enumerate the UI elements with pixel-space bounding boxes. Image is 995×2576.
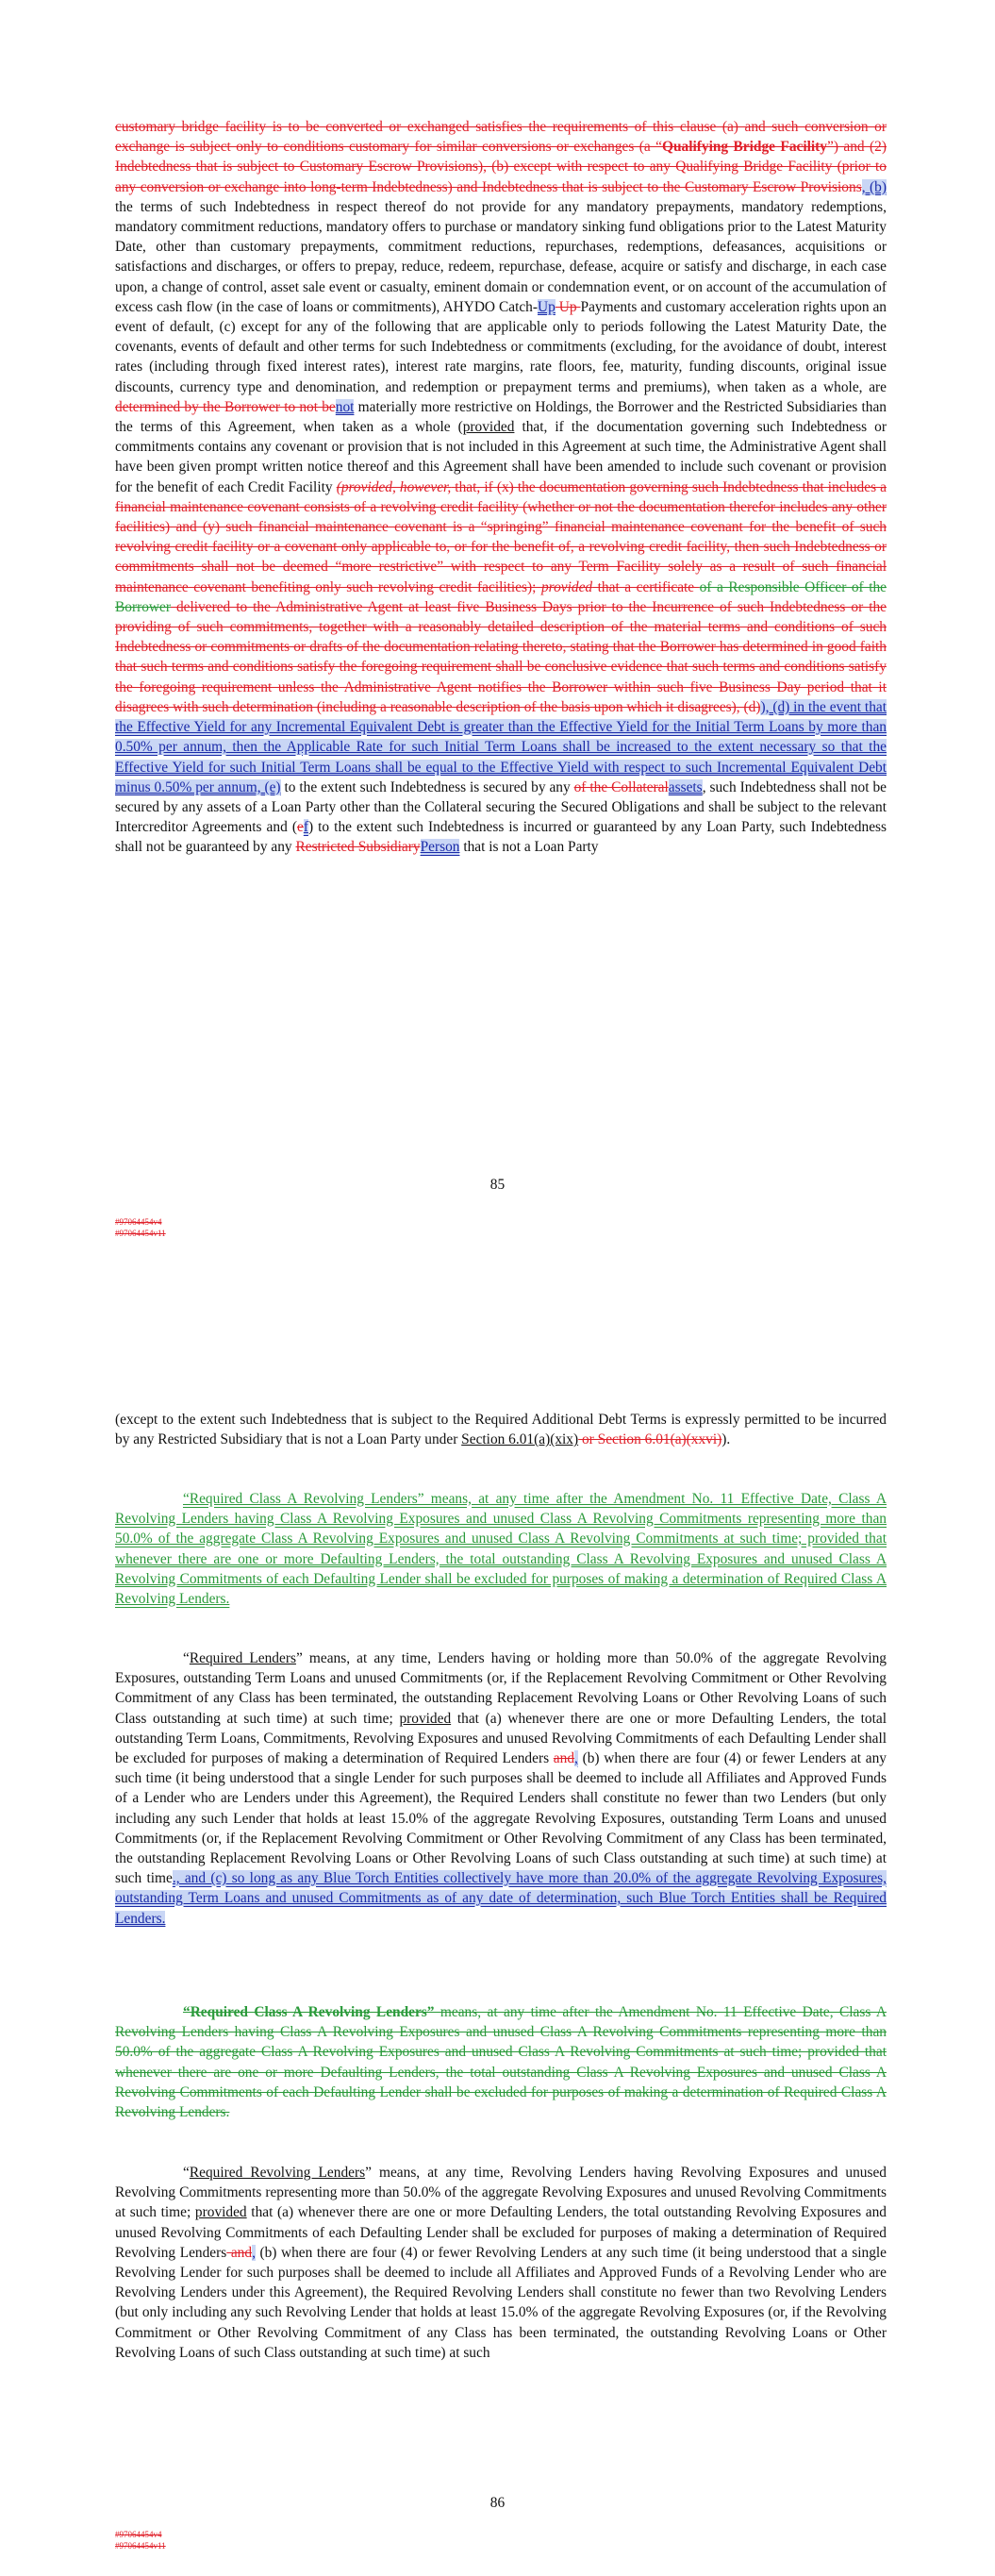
moved-deletion: means, at any time after the Amendment No. 11 Effective Date, Class A Revolving Lenders having Class A Revolving Exposures and unused Class A Revolving Commitments representing more than 50.0% of the aggregate Class A Revolving Exposures and unused Class A Revolving Commitments at such time; provided that whenever there are one or more Defaulting Lenders, the total outstanding Class A Revolving Exposures and unused Class A Revolving Commitments of each Defaulting Lender shall be excluded for purposes of making a determination of Required Class A Revolving Lenders.	[115, 2004, 887, 2121]
deletion: customary bridge facility is to be converted or exchanged satisfies the requirements of this clause (a) and such conversion or exchange is subject only to conditions customary for similar conversions or exchanges (a “	[115, 119, 887, 156]
deletion-italic: (provided, however,	[336, 478, 452, 495]
definition-required-revolving-lenders	[115, 2163, 887, 2363]
body-text: ” means, at any time, Lenders having or holding more than 50.0% of the aggregate Revolving Exposures, outstanding Term Loans and unused Commitments (or, if the Replacement Revolving Commitment or Other Revolving Commitment of any Class has been terminated, the outstanding Replacement Revolving Loans or Other Revolving Loans of such Class outstanding at such time) at such time;	[115, 1650, 887, 1727]
body-text: “	[183, 2165, 190, 2181]
body-text: Payments and customary acceleration rights upon an event of default, (c) except for any of the following that are applicable only to periods following the Latest Maturity Date, the covenants, events of default and other terms for such Indebtedness or commitments (excluding, for the avoidance of doubt, interest rates (including through fixed interest rates), interest rate margins, rate floors, fee, maturity, funding discounts, original issue discounts, currency type and denomination, and redemption or prepayment terms and premiums), when taken as a whole, are	[115, 298, 887, 395]
insertion: Up	[538, 298, 556, 315]
body-text: that (a) whenever there are one or more Defaulting Lenders, the total outstanding Revolving Exposures and unused Revolving Commitments of each Defaulting Lender shall be excluded for purposes of making a determination of Required Revolving Lenders	[115, 2204, 887, 2261]
body-text: the terms of such Indebtedness in respect thereof do not provide for any mandatory prepayments, mandatory redemptions, mandatory commitment reductions, mandatory offers to purchase or mandatory sinking fund obligations prior to the Latest Maturity Date, other than customary prepayments, commitment reductions, repurchases, redemptions, defeasances, acquisitions or satisfactions and discharges, or offers to prepay, reduce, redeem, repurchase, defease, acquire or satisfy and discharge, in each case upon, a change of control, asset sale event or casualty, eminent domain or condemnation event, or on account of the accumulation of excess cash flow (in the case of loans or commitments), AHYDO Catch-	[115, 198, 887, 315]
deletion-italic: provided	[540, 578, 593, 595]
deletion-defined-term: Qualifying Bridge Facility	[661, 139, 828, 156]
body-text: (except to the extent such Indebtedness that is subject to the Required Additional Debt Terms is expressly permitted to be incurred by any Restricted Subsidiary that is not a Loan Party under	[115, 1412, 887, 1448]
deletion: ”) and (2) Indebtedness that is subject to Customary Escrow Provisions), (b) except with respect to any Qualifying Bridge Facility (prior to any conversion or exchange into long-term Indebtedness) and Indebtedness that is subject to the Customary Escrow Provisions	[115, 139, 887, 195]
body-text: that, if the documentation governing such Indebtedness or commitments contains any covenant or provision that is not included in this Agreement at such time, the Administrative Agent shall have been given prompt written notice thereof and this Agreement shall have been amended to include such covenant or provision for the benefit of each Credit Facility	[115, 419, 887, 495]
insertion: ,	[574, 1750, 578, 1767]
body-text: materially more restrictive on Holdings, the Borrower and the Restricted Subsidiaries than the terms of this Agreement, when taken as a whole (	[115, 398, 887, 436]
deletion: Restricted Subsidiary	[295, 839, 421, 856]
provided-term: provided	[194, 2204, 247, 2221]
moved-insertion: “Required Class A Revolving Lenders” means, at any time after the Amendment No. 11 Effective Date, Class A Revolving Lenders having Class A Revolving Exposures and unused Class A Revolving Commitments representing more than 50.0% of the aggregate Class A Revolving Exposures and unused Class A Revolving Commitments at such time; provided that whenever there are one or more Defaulting Lenders, the total outstanding Class A Revolving Exposures and unused Class A Revolving Commitments of each Defaulting Lender shall be excluded for purposes of making a determination of Required Class A Revolving Lenders.	[115, 1491, 887, 1608]
defined-term: Required Lenders	[189, 1650, 296, 1666]
definition-required-lenders	[115, 1648, 887, 1929]
document-reference: #97064454v11	[115, 1229, 166, 1238]
insertion: ), (d) in the event that the Effective Yield for any Incremental Equivalent Debt is greater than the Effective Yield for the Initial Term Loans by more than 0.50% per annum, then the Applicable Rate for such Initial Term Loans shall be increased to the extent necessary so that the Effective Yield for such Initial Term Loans shall be equal to the Effective Yield with respect to such Incremental Equivalent Debt minus 0.50% per annum, (e)	[115, 698, 887, 795]
body-text: to the extent such Indebtedness is secured by any	[280, 778, 574, 795]
insertion: Person	[420, 839, 460, 856]
body-text: ” means, at any time, Revolving Lenders having Revolving Exposures and unused Revolving Commitments representing more than 50.0% of the aggregate Revolving Exposures and unused Revolving Commitments at such time;	[115, 2165, 887, 2221]
body-text: (b) when there are four (4) or fewer Revolving Lenders at any such time (it being understood that a single Revolving Lender for such purposes shall be deemed to include all Affiliates and Approved Funds of a Revolving Lender who are Revolving Lenders under this Agreement), the Required Revolving Lenders shall constitute no fewer than two Revolving Lenders (but only including any such Revolving Lender that holds at least 15.0% of the aggregate Revolving Exposures (or, if the Revolving Commitment or Other Revolving Commitment of any Class has been terminated, the outstanding Revolving Loans or Other Revolving Loans of such Class outstanding at such time) at such	[115, 2244, 887, 2361]
definition-required-class-a-revolving-lenders-inserted	[115, 1489, 887, 1609]
deletion: Up	[555, 298, 581, 315]
insertion: assets	[668, 778, 703, 795]
page-86	[0, 1295, 995, 2576]
provided-term: provided	[399, 1710, 452, 1727]
body-text: ).	[721, 1431, 731, 1448]
section-reference: Section 6.01(a)(xix)	[461, 1431, 579, 1448]
page-number: 86	[489, 2495, 506, 2511]
provided-term: provided	[462, 419, 515, 436]
body-text: that (a) whenever there are one or more Defaulting Lenders, the total outstanding Term Loans, Commitments, Revolving Exposures and unused Revolving Commitments of each Defaulting Lender shall be excluded for purposes of making a determination of Required Lenders	[115, 1710, 887, 1767]
moved-deletion: of a Responsible Officer of the Borrower	[115, 578, 887, 615]
continuation-paragraph	[115, 1410, 887, 1449]
page-number: 85	[489, 1177, 506, 1193]
insertion: f	[303, 819, 308, 836]
insertion: ., and (c) so long as any Blue Torch Entities collectively have more than 20.0% of the aggregate Revolving Exposures, outstanding Term Loans and unused Commitments as of any date of determination, such Blue Torch Entities shall be Required Lenders.	[115, 1870, 887, 1927]
document-reference: #97064454v11	[115, 2541, 166, 2551]
deletion: that, if (x) the documentation governing such Indebtedness that includes a financial maintenance covenant consists of a revolving credit facility (whether or not the documentation therefor includes any other facilities) and (y) such financial maintenance covenant is a “springing” financial maintenance covenant for the benefit of such revolving credit facility or a covenant only applicable to, or for the benefit of, a revolving credit facility, then such Indebtedness or commitments shall not be deemed “more restrictive” with respect to any Term Facility solely as a result of such financial maintenance covenant benefiting only such revolving credit facilities);	[115, 478, 887, 595]
deletion: that a certificate	[592, 578, 700, 595]
deletion: and	[226, 2244, 253, 2261]
body-text: ) to the extent such Indebtedness is incurred or guaranteed by any Loan Party, such Indebtedness shall not be guaranteed by any	[115, 819, 887, 856]
insertion: , (b)	[861, 178, 887, 195]
document-reference: #97064454v4	[115, 1217, 162, 1227]
definition-required-class-a-revolving-lenders-deleted	[115, 2002, 887, 2122]
deletion: determined by the Borrower to not be	[115, 398, 336, 415]
insertion: not	[335, 398, 355, 415]
body-text: , such Indebtedness shall not be secured by any assets of a Loan Party other than the Collateral securing the Secured Obligations and shall be subject to the relevant Intercreditor Agreements and (	[115, 778, 887, 836]
defined-term: Required Revolving Lenders	[189, 2165, 366, 2181]
page-85-body-paragraph	[115, 117, 887, 858]
deletion: delivered to the Administrative Agent at least five Business Days prior to the Incurrence of such Indebtedness or the providing of such commitments, together with a reasonably detailed description of the material terms and conditions of such Indebtedness or commitments or drafts of the documentation relating thereto, stating that the Borrower has determined in good faith that such terms and conditions satisfy the foregoing requirement shall be conclusive evidence that such terms and conditions satisfy the foregoing requirement unless the Administrative Agent notifies the Borrower within such five Business Day period that it disagrees with such determination (including a reasonable description of the basis upon which it disagrees), (d)	[115, 598, 887, 715]
deletion: or Section 6.01(a)(xxvi)	[578, 1431, 722, 1448]
deletion: and	[553, 1750, 575, 1767]
body-text: (b) when there are four (4) or fewer Lenders at any such time (it being understood that a single Lender for such purposes shall be deemed to include all Affiliates and Approved Funds of a Lender who are Lenders under this Agreement), the Required Lenders shall constitute no fewer than two Lenders (but only including any such Lender that holds at least 15.0% of the aggregate Revolving Exposures, outstanding Term Loans and unused Commitments (or, if the Replacement Revolving Commitment or Other Revolving Commitment of any Class has been terminated, the outstanding Replacement Revolving Loans or Other Revolving Loans of such Class outstanding at such time) at such time) at such time	[115, 1750, 887, 1887]
deletion: e	[296, 819, 304, 836]
moved-deletion-defined-term: “Required Class A Revolving Lenders”	[183, 2004, 435, 2020]
insertion: ,	[252, 2244, 256, 2261]
document-reference: #97064454v4	[115, 2530, 162, 2539]
body-text: “	[183, 1650, 190, 1666]
deletion: of the Collateral	[573, 778, 669, 795]
body-text: that is not a Loan Party	[459, 839, 599, 856]
